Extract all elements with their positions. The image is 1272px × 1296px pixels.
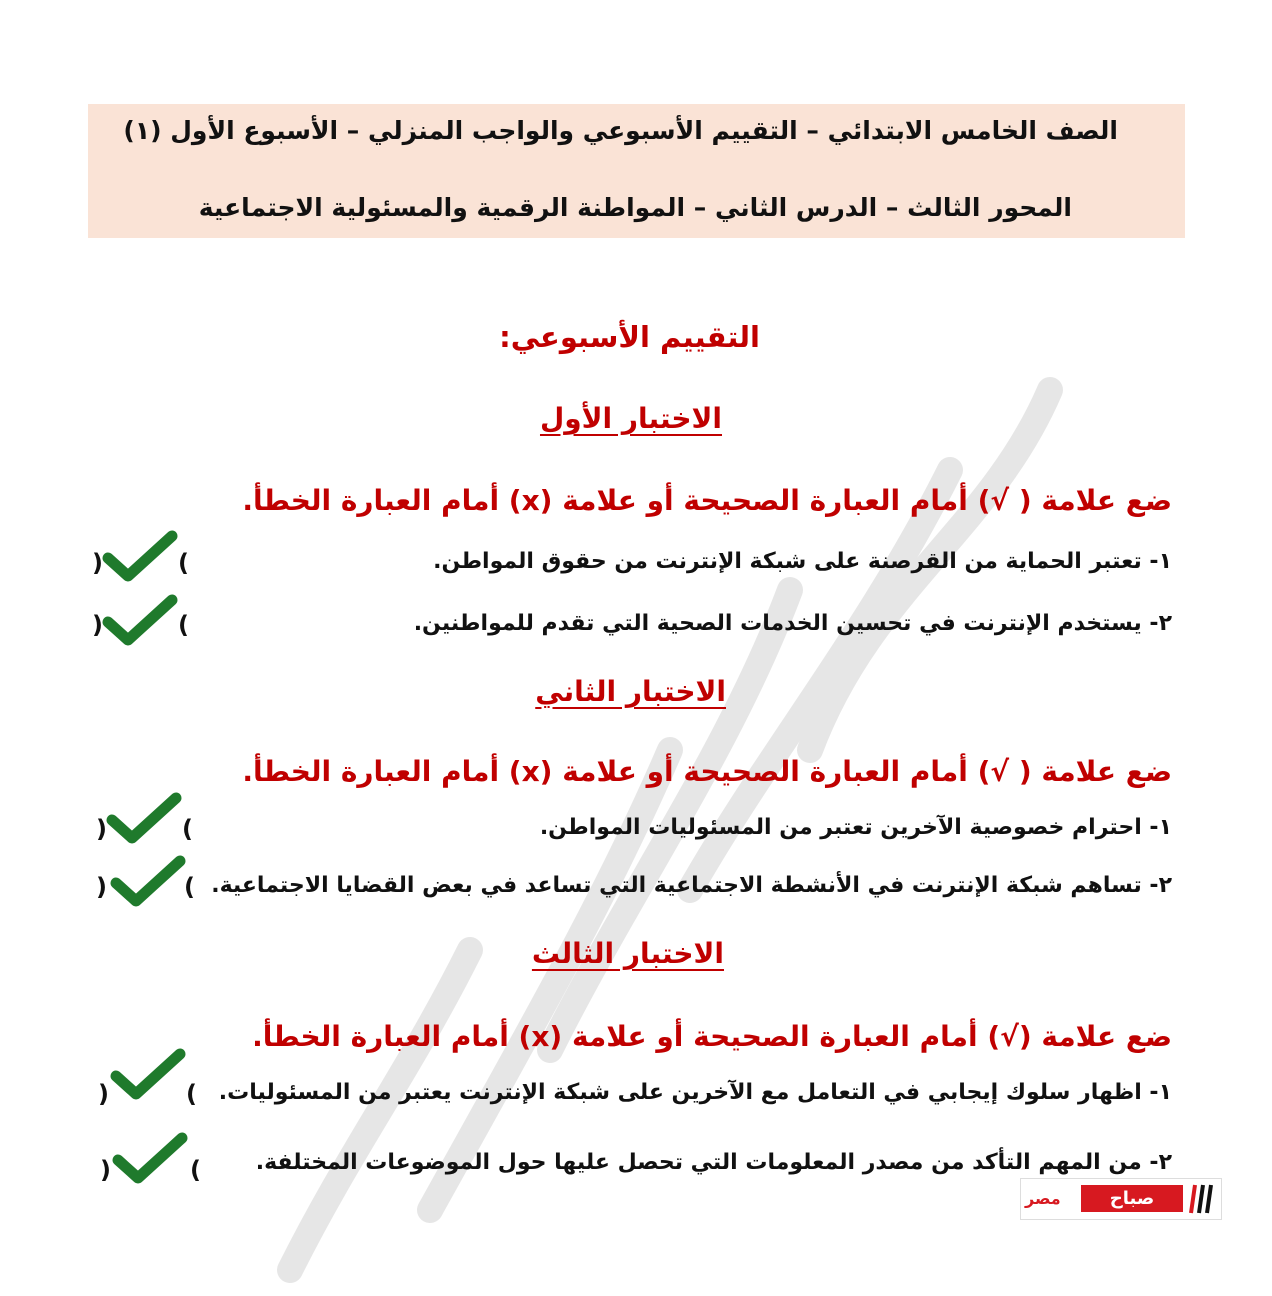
answer-paren-open: ( [98,1080,109,1108]
test-2-instruction: ضع علامة ( √) أمام العبارة الصحيحة أو علامة (x) أمام العبارة الخطأ. [242,755,1172,788]
test-1-item-2: ٢- يستخدم الإنترنت في تحسين الخدمات الصحية التي تقدم للمواطنين. [413,611,1172,636]
answer-paren-close: ) [190,1156,201,1184]
test-1-item-1: ١- تعتبر الحماية من القرصنة على شبكة الإنترنت من حقوق المواطن. [433,549,1172,574]
test-3-item-1: ١- اظهار سلوك إيجابي في التعامل مع الآخرين على شبكة الإنترنت يعتبر من المسئوليات. [218,1080,1172,1105]
check-icon [108,1046,188,1106]
site-logo [1020,1178,1222,1220]
header-title-line1: الصف الخامس الابتدائي – التقييم الأسبوعي والواجب المنزلي – الأسبوع الأول (١) [123,116,1118,145]
test-3-item-2: ٢- من المهم التأكد من مصدر المعلومات التي تحصل عليها حول الموضوعات المختلفة. [255,1150,1172,1175]
answer-paren-close: ) [178,549,189,577]
logo-word-sabah: صباح [1081,1185,1183,1212]
test-1-title: الاختبار الأول [539,402,722,435]
answer-paren-open: ( [92,549,103,577]
answer-paren-close: ) [178,611,189,639]
logo-word-masr: مصر [1025,1189,1061,1208]
answer-paren-open: ( [96,815,107,843]
check-icon [104,790,184,850]
answer-paren-close: ) [182,815,193,843]
test-2-title: الاختبار الثاني [535,675,726,708]
check-icon [100,592,180,652]
answer-paren-open: ( [92,611,103,639]
answer-paren-open: ( [100,1156,111,1184]
test-3-instruction: ضع علامة (√) أمام العبارة الصحيحة أو علامة (x) أمام العبارة الخطأ. [252,1020,1172,1053]
test-3-title: الاختبار الثالث [531,937,724,970]
logo-stripes-icon [1189,1183,1215,1215]
header-title-line2: المحور الثالث – الدرس الثاني – المواطنة الرقمية والمسئولية الاجتماعية [198,193,1072,222]
check-icon [108,853,188,913]
answer-paren-open: ( [96,873,107,901]
test-2-item-2: ٢- تساهم شبكة الإنترنت في الأنشطة الاجتماعية التي تساعد في بعض القضايا الاجتماعية. [211,873,1172,898]
test-2-item-1: ١- احترام خصوصية الآخرين تعتبر من المسئوليات المواطن. [539,815,1172,840]
check-icon [100,528,180,588]
test-1-instruction: ضع علامة ( √) أمام العبارة الصحيحة أو علامة (x) أمام العبارة الخطأ. [242,484,1172,517]
check-icon [110,1130,190,1190]
answer-paren-close: ) [186,1080,197,1108]
watermark-overlay [170,330,1170,1290]
answer-paren-close: ) [184,873,195,901]
section-title: التقييم الأسبوعي: [499,320,760,354]
